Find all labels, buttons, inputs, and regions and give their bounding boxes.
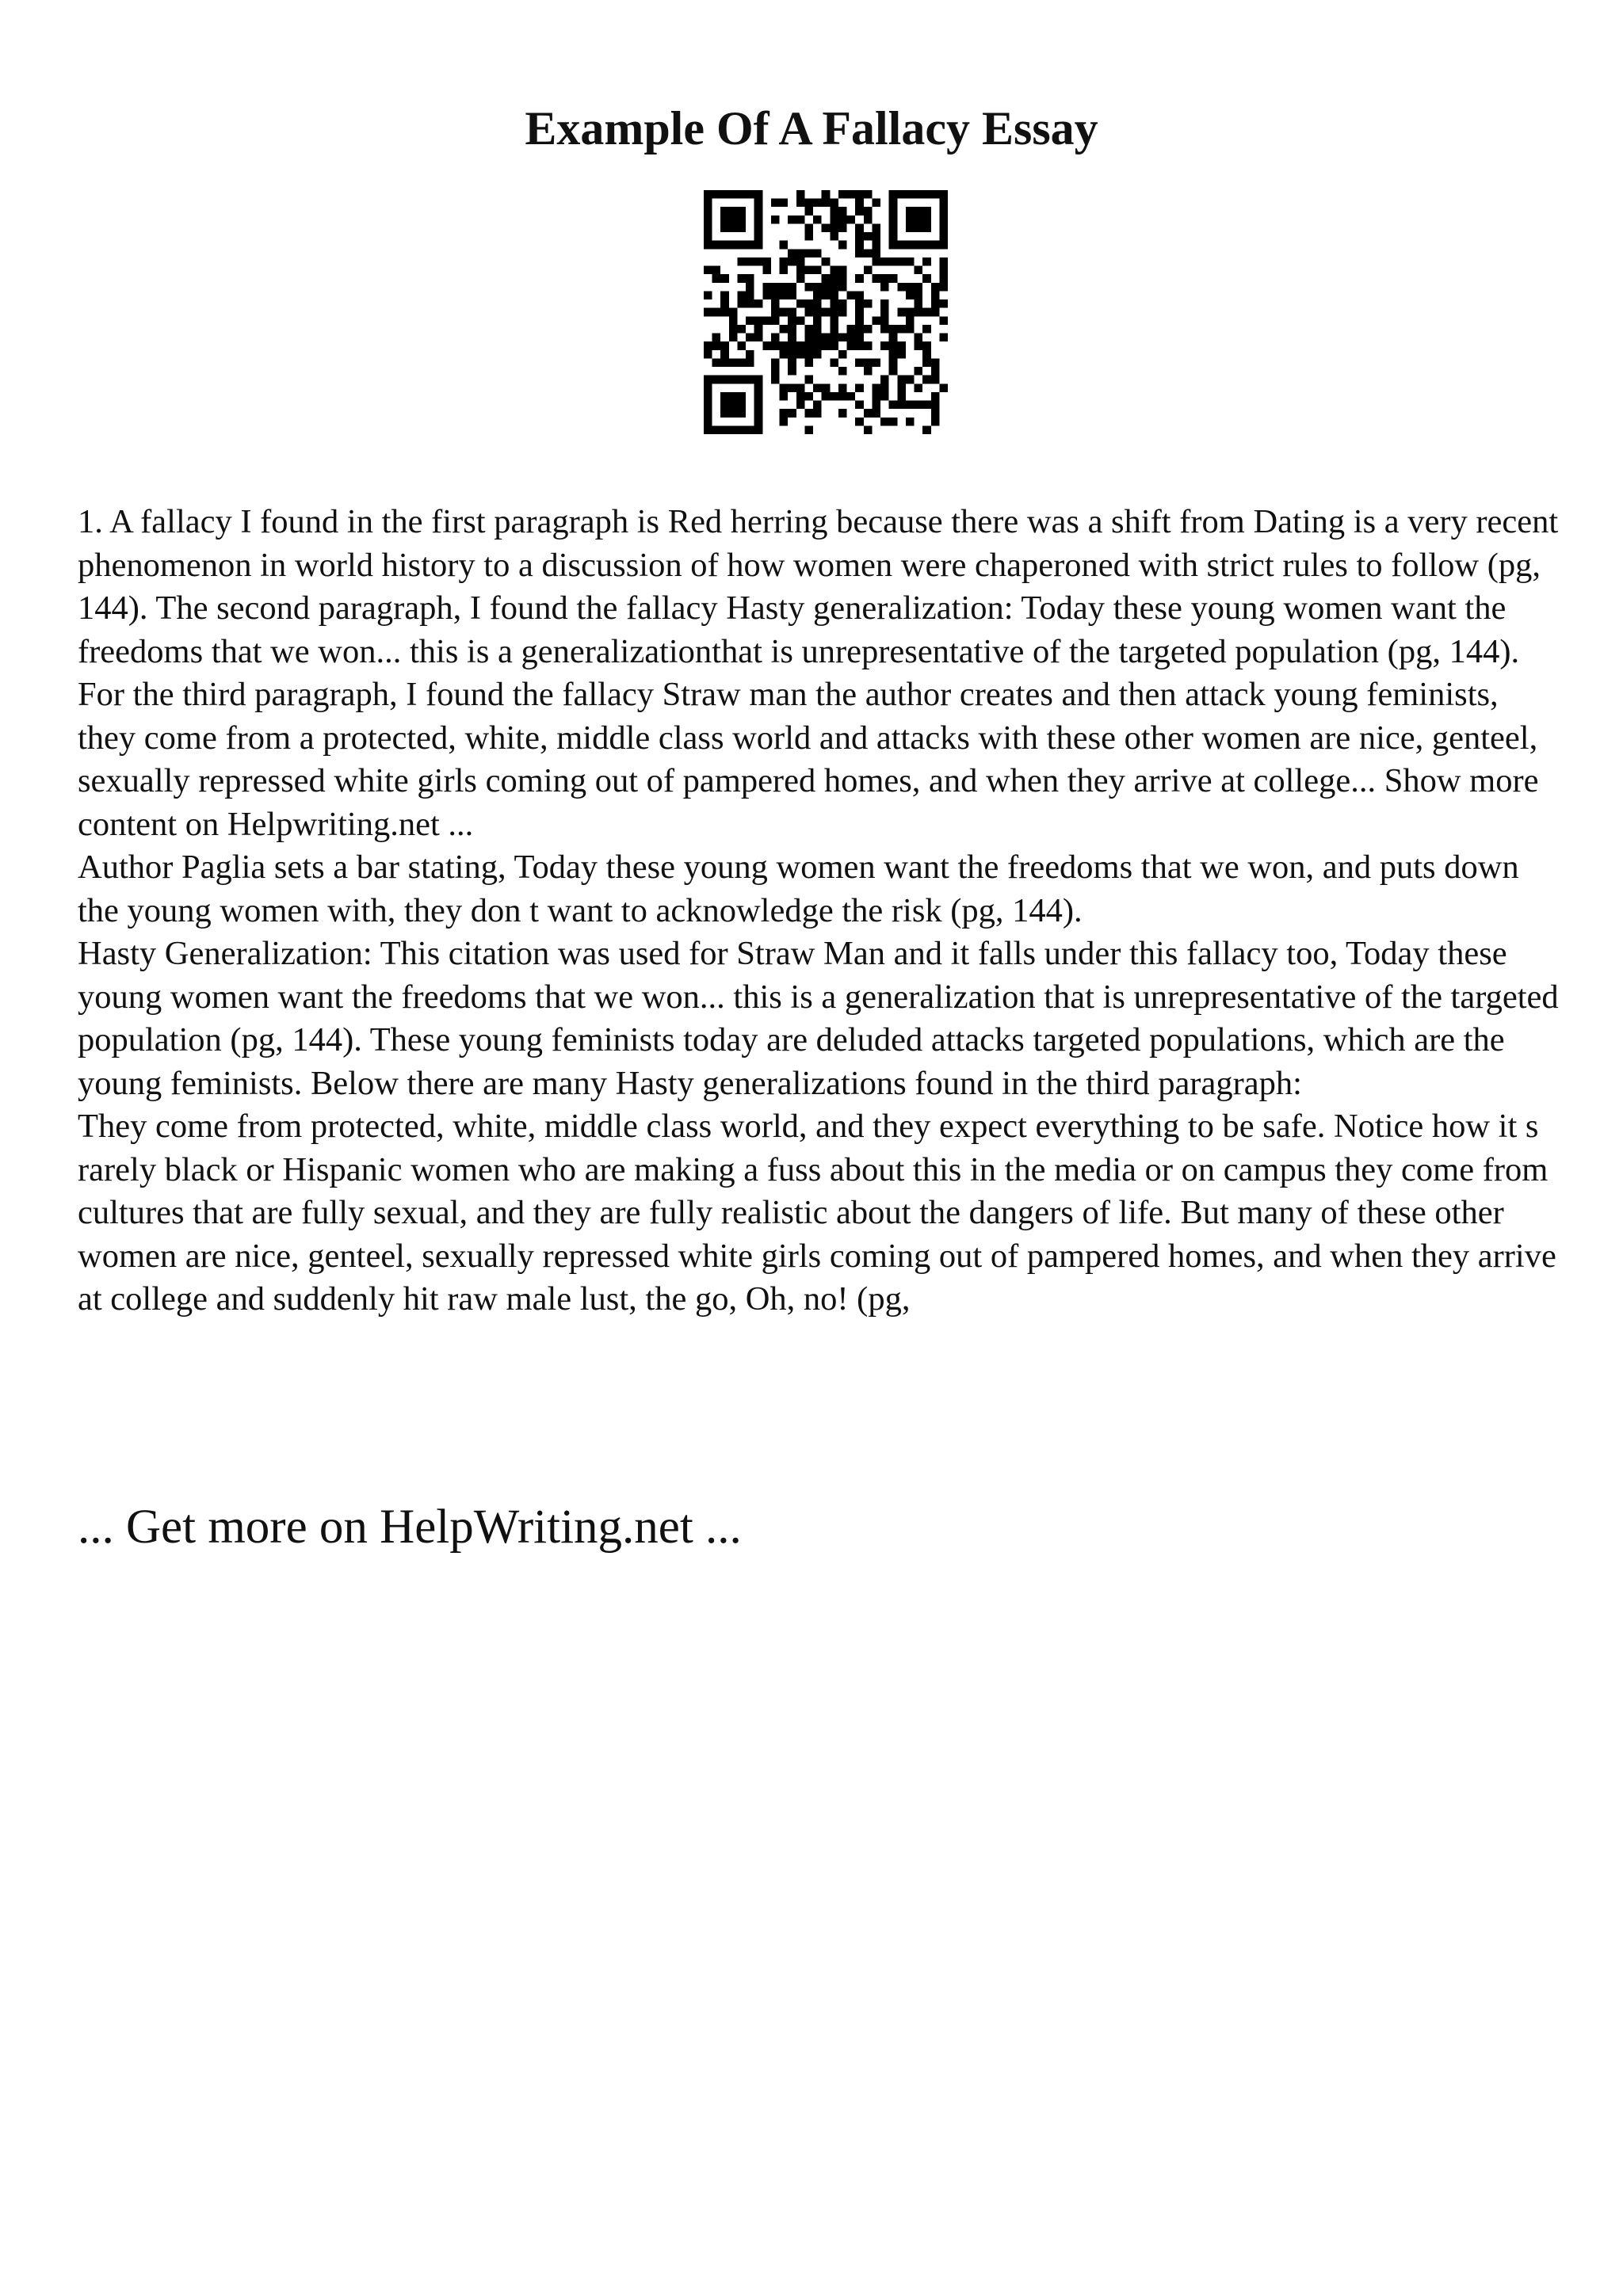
essay-paragraph: Hasty Generalization: This citation was used for Straw Man and it falls under this fallacy too, Today these young women want the freedoms that we won... this is a generalization that is unrepresentative of the targeted population (pg, 144). These young feminists today are deluded attacks targeted populations, which are the young feminists. Below there are many Hasty generalizations found in the third paragraph: [78, 935, 1559, 1102]
essay-body [78, 501, 1560, 1322]
essay-paragraph: They come from protected, white, middle class world, and they expect everything to be safe. Notice how it s rarely black or Hispanic women who are making a fuss about this in the media or on campus they come from cultures that are fully sexual, and they are fully realistic about the dangers of life. But many of these other women are nice, genteel, sexually repressed white girls coming out of pampered homes, and when they arrive at college and suddenly hit raw male lust, the go, Oh, no! (pg, [78, 1108, 1556, 1318]
document-title: Example Of A Fallacy Essay [525, 102, 1098, 154]
get-more-link[interactable]: ... Get more on HelpWriting.net ... [78, 1501, 742, 1554]
qr-code-icon[interactable] [704, 190, 948, 434]
essay-paragraph: Author Paglia sets a bar stating, Today these young women want the freedoms that we won, and puts down the young women with, they don t want to acknowledge the risk (pg, 144). [78, 849, 1519, 929]
essay-paragraph: 1. A fallacy I found in the first paragraph is Red herring because there was a shift from Dating is a very recent phenomenon in world history to a discussion of how women were chaperoned with strict rules to follow (pg, 144). The second paragraph, I found the fallacy Hasty generalization: Today these young women want the freedoms that we won... this is a generalizationthat is unrepresentative of the targeted population (pg, 144). For the third paragraph, I found the fallacy Straw man the author creates and then attack young feminists, they come from a protected, white, middle class world and attacks with these other women are nice, genteel, sexually repressed white girls coming out of pampered homes, and when they arrive at college... Show more content on Helpwriting.net ... [78, 503, 1559, 843]
